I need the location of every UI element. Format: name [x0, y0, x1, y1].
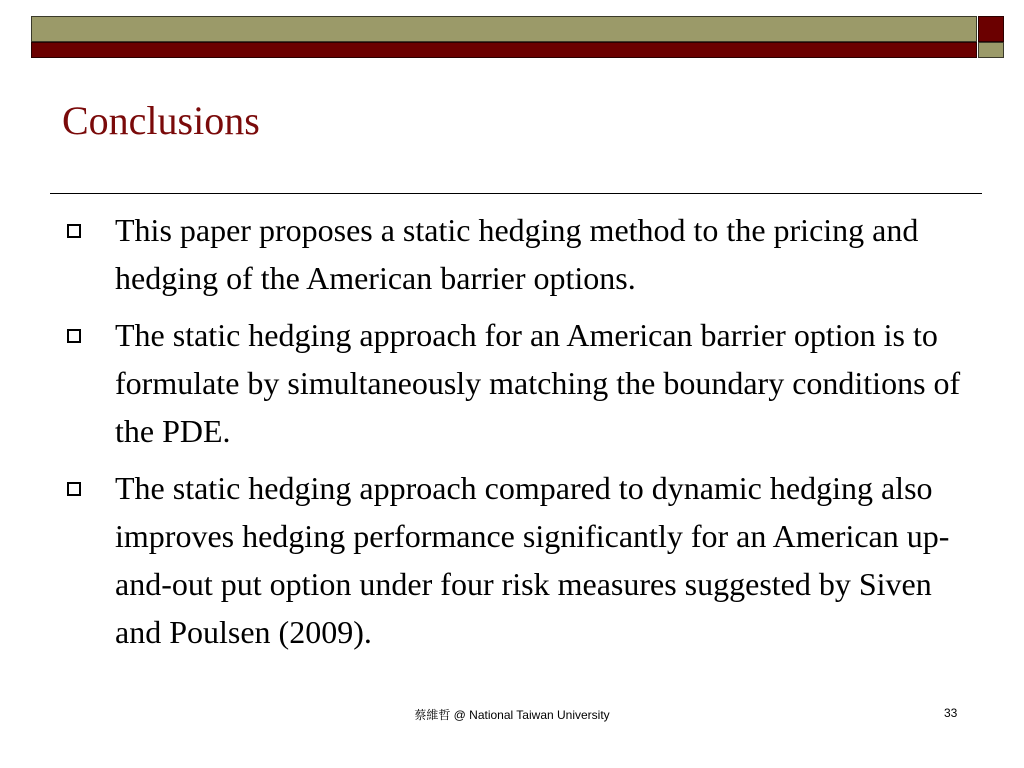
- header-band-maroon: [31, 42, 977, 58]
- square-bullet-icon: [67, 224, 81, 238]
- bullet-text: The static hedging approach for an American barrier option is to formulate by simultaneously matching the boundary conditions of the PDE.: [115, 317, 961, 449]
- slide-title: Conclusions: [62, 98, 260, 143]
- bullet-text: This paper proposes a static hedging method to the pricing and hedging of the American barrier options.: [115, 212, 919, 296]
- footer-text: 蔡維哲 @ National Taiwan University: [414, 708, 610, 722]
- header-band-olive: [31, 16, 977, 42]
- bullet-item: [62, 206, 962, 302]
- bullet-list: [62, 206, 962, 665]
- title-divider: [50, 193, 982, 194]
- corner-square-olive: [978, 42, 1004, 58]
- bullet-item: [62, 311, 962, 455]
- square-bullet-icon: [67, 482, 81, 496]
- page-number: 33: [944, 706, 958, 720]
- corner-square-maroon: [978, 16, 1004, 42]
- square-bullet-icon: [67, 329, 81, 343]
- bullet-text: The static hedging approach compared to dynamic hedging also improves hedging performance significantly for an American up-and-out put option under four risk measures suggested by Siven and Poulsen (2009).: [115, 470, 950, 650]
- bullet-item: [62, 464, 962, 656]
